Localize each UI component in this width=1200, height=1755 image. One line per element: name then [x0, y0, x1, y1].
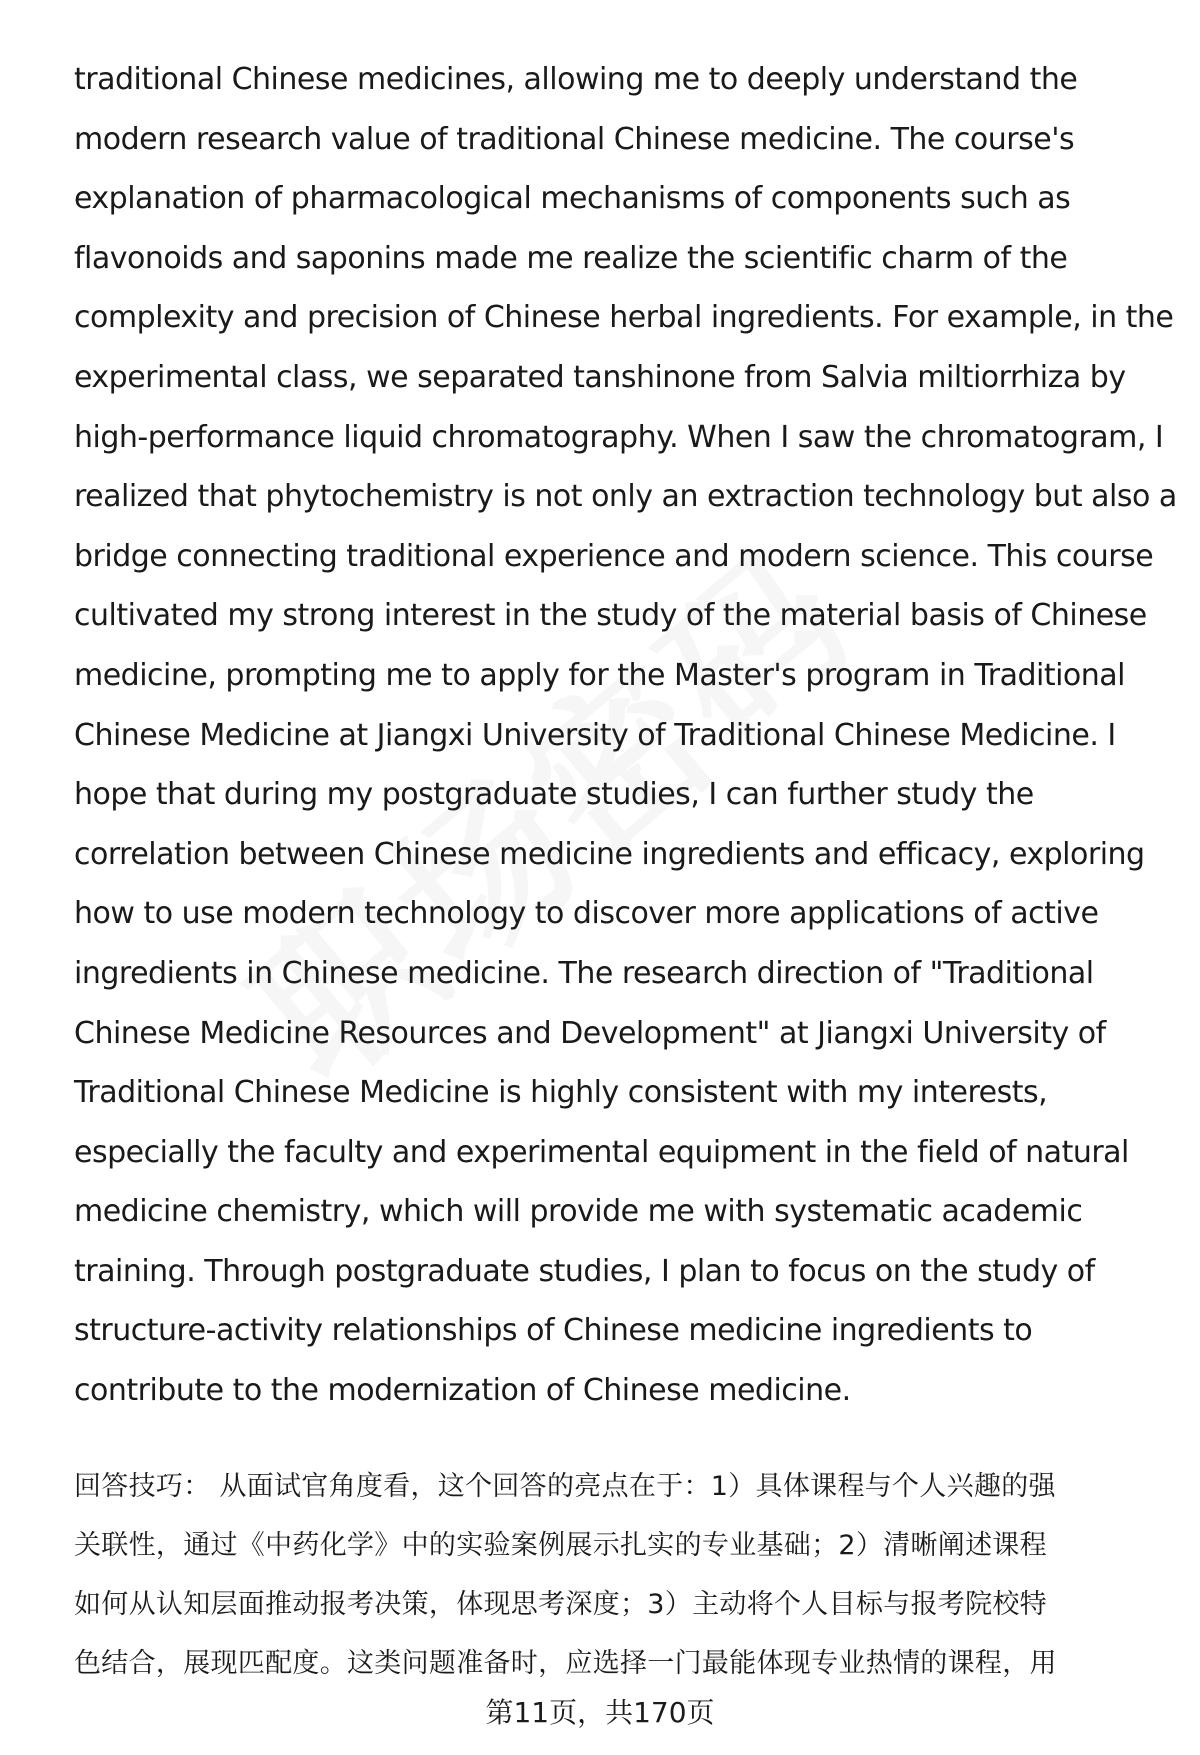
paragraph-line: Chinese Medicine at Jiangxi University of Traditional Chinese Medicine. I — [74, 717, 1116, 753]
paragraph-line: how to use modern technology to discover more applications of active — [74, 896, 1099, 932]
paragraph-line: medicine, prompting me to apply for the Master's program in Traditional — [74, 657, 1126, 693]
paragraph-line: medicine chemistry, which will provide me with systematic academic — [74, 1194, 1083, 1230]
paragraph-line: contribute to the modernization of Chinese medicine. — [74, 1373, 851, 1409]
paragraph-line: ingredients in Chinese medicine. The research direction of "Traditional — [74, 955, 1094, 991]
paragraph-line: flavonoids and saponins made me realize the scientific charm of the — [74, 240, 1068, 276]
paragraph-line: traditional Chinese medicines, allowing me to deeply understand the — [74, 62, 1078, 97]
paragraph-line: hope that during my postgraduate studies, I can further study the — [74, 777, 1034, 813]
paragraph-line: training. Through postgraduate studies, I plan to focus on the study of — [74, 1253, 1095, 1289]
paragraph-line: complexity and precision of Chinese herbal ingredients. For example, in the — [74, 300, 1174, 336]
paragraph-line: cultivated my strong interest in the study of the material basis of Chinese — [74, 598, 1147, 634]
paragraph-line: especially the faculty and experimental equipment in the field of natural — [74, 1134, 1129, 1170]
answer-tips-paragraph — [74, 1457, 1154, 1693]
paragraph-line: realized that phytochemistry is not only an extraction technology but also a — [74, 479, 1177, 515]
page-number-footer: 第11页，共170页 — [485, 1696, 715, 1729]
tips-line: 关联性，通过《中药化学》中的实验案例展示扎实的专业基础；2）清晰阐述课程 — [74, 1530, 1047, 1561]
tips-line: 色结合，展现匹配度。这类问题准备时，应选择一门最能体现专业热情的课程，用 — [74, 1648, 1057, 1679]
tips-line: 如何从认知层面推动报考决策，体现思考深度；3）主动将个人目标与报考院校特 — [74, 1589, 1047, 1620]
paragraph-line: modern research value of traditional Chinese medicine. The course's — [74, 121, 1075, 157]
paragraph-line: high-performance liquid chromatography. When I saw the chromatogram, I — [74, 419, 1164, 455]
paragraph-line: Chinese Medicine Resources and Development" at Jiangxi University of — [74, 1015, 1106, 1051]
paragraph-line: structure-activity relationships of Chinese medicine ingredients to — [74, 1313, 1033, 1349]
paragraph-line: correlation between Chinese medicine ingredients and efficacy, exploring — [74, 836, 1145, 872]
tips-line: 回答技巧： 从面试官角度看，这个回答的亮点在于：1）具体课程与个人兴趣的强 — [74, 1471, 1056, 1502]
paragraph-line: experimental class, we separated tanshinone from Salvia miltiorrhiza by — [74, 359, 1126, 395]
answer-paragraph — [74, 50, 1177, 1421]
paragraph-line: Traditional Chinese Medicine is highly consistent with my interests, — [74, 1075, 1048, 1111]
paragraph-line: explanation of pharmacological mechanisms of components such as — [74, 181, 1071, 217]
paragraph-line: bridge connecting traditional experience and modern science. This course — [74, 538, 1154, 574]
